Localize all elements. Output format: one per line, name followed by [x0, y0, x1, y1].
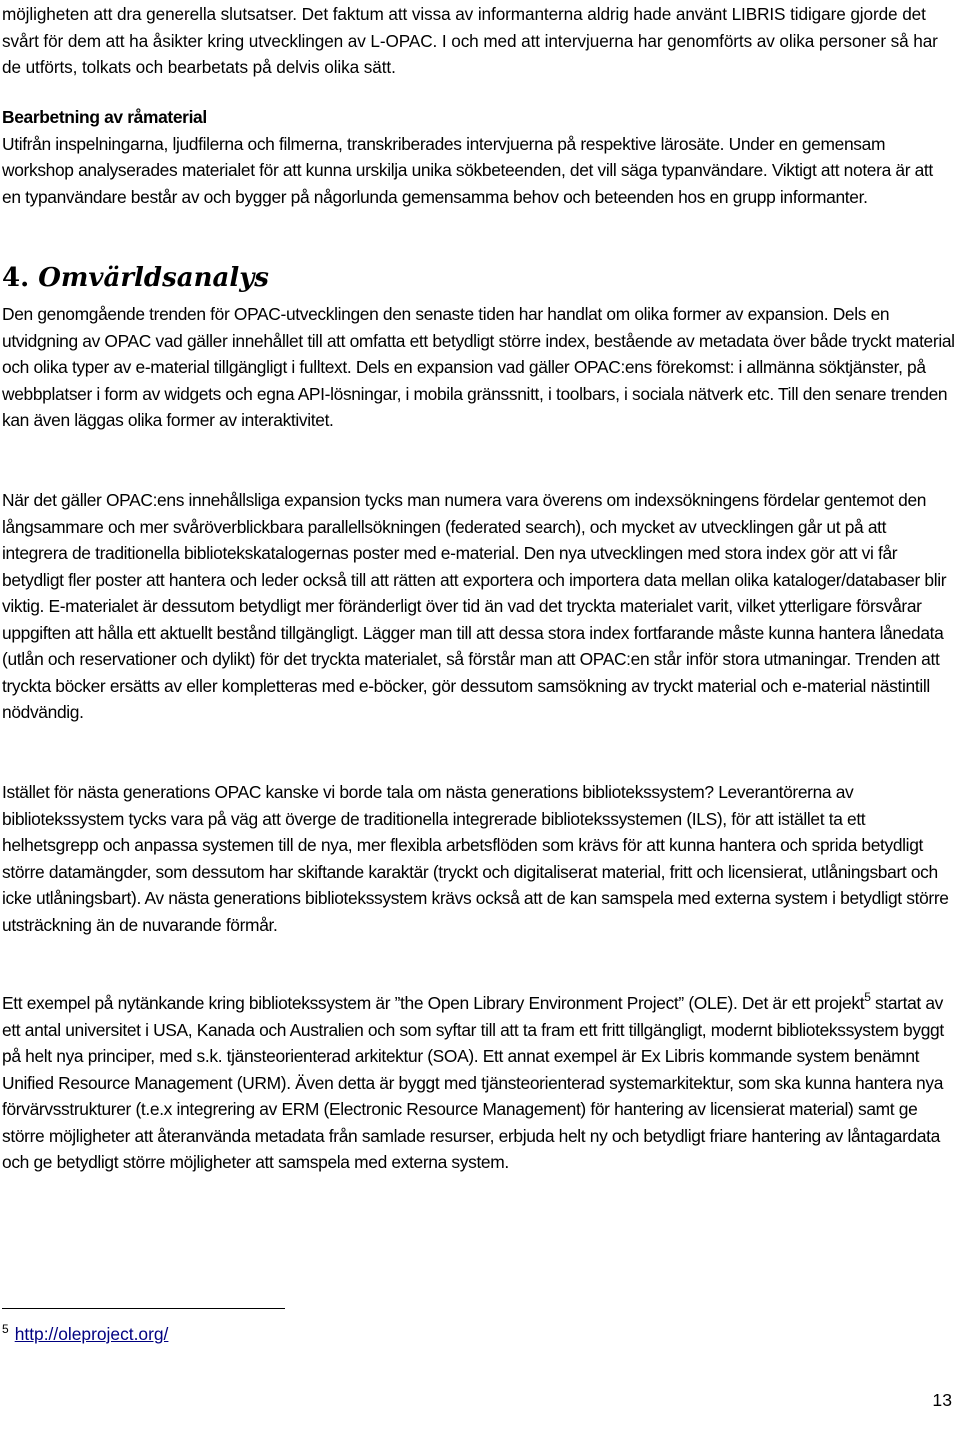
- ole-paragraph: [2, 990, 956, 1176]
- body-paragraph: Istället för nästa generations OPAC kanske vi borde tala om nästa generations bibliotekssystem? Leverantörerna av bibliotekssystem tycks vara på väg att överge de traditionella integrerade bibliotekssystemen (ILS), för att istället ta ett helhetsgrepp och anpassa systemen till de nya, mer flexibla arbetsflöden som krävs för att kunna hantera och sprida betydligt större datamängder, som dessutom har skiftande karaktär (tryckt och digitaliserat material, fritt och licensierat, utlåningsbart och icke utlåningsbart). Av nästa generations bibliotekssystem krävs också att de kan samspela med externa system i betydligt större utsträckning än de nuvarande förmår.: [2, 782, 949, 935]
- bearbetning-title: Bearbetning av råmaterial: [2, 107, 207, 127]
- footnote: [2, 1322, 168, 1346]
- ole-text-start: Ett exempel på nytänkande kring bibliotekssystem är ”the Open Library Environment Project” (OLE). Det är ett projekt: [2, 993, 865, 1013]
- page-number: 13: [932, 1390, 952, 1410]
- footnote-reference[interactable]: 5: [864, 990, 871, 1004]
- footnote-number: 5: [2, 1322, 9, 1336]
- body-paragraph: Den genomgående trenden för OPAC-utvecklingen den senaste tiden har handlat om olika former av expansion. Dels en utvidgning av OPAC vad gäller innehållet till att omfatta ett betydligt större index, bestående av metadata över både tryckt material och olika typer av e-material tillgängligt i fulltext. Dels en expansion vad gäller OPAC:ens förekomst: i allmänna söktjänster, på webbplatser i form av widgets och egna API-lösningar, i mobila gränssnitt, i toolbars, i sociala nätverk etc. Till den senare trenden kan även läggas olika former av interaktivitet.: [2, 304, 955, 430]
- bearbetning-text: Utifrån inspelningarna, ljudfilerna och filmerna, transkriberades intervjuerna på respektive lärosäte. Under en gemensam workshop analyserades materialet för att kunna urskilja unika sökbeteenden, det vill säga typanvändare. Viktigt att notera är att en typanvändare består av och bygger på någorlunda gemensamma behov och beteenden hos en grupp informanter.: [2, 133, 933, 207]
- bearbetning-section: [2, 104, 956, 210]
- footnote-link[interactable]: http://oleproject.org/: [14, 1324, 169, 1344]
- body-paragraph: När det gäller OPAC:ens innehållsliga expansion tycks man numera vara överens om indexsökningens fördelar gentemot den långsammare och mer svåröverblickbara parallellsökningen (federated search), och mycket av utvecklingen går ut på att integrera de traditionella bibliotekskatalogernas poster med e-material. Den nya utvecklingen med stora index gör att vi får betydligt fler poster att hantera och leder också till att rätten att exportera och importera data mellan olika kataloger/databaser blir viktig. E-materialet är dessutom betydligt mer föränderligt över tid än vad det tryckta materialet varit, vilket ytterligare försvårar uppgiften att hålla ett aktuellt bestånd tillgängligt. Lägger man till att dessa stora index fortfarande måste kunna hantera lånedata (utlån och reservationer och dylikt) för det tryckta materialet, så förstår man att OPAC:en står inför stora utmaningar. Trenden att tryckta böcker ersätts av eller kompletteras med e-böcker, gör dessutom samsökning av tryckt material och e-material nästintill nödvändig.: [2, 490, 947, 722]
- ole-text-end: startat av ett antal universitet i USA, Kanada och Australien och som syftar till att ta fram ett fritt tillgängligt, modernt bibliotekssystem byggt på helt nya principer, med s.k. tjänsteorienterad arkitektur (SOA). Ett annat exempel är Ex Libris kommande system benämnt Unified Resource Management (URM). Även detta är byggt med tjänsteorienterad systemarkitektur, som ska kunna hantera nya förvärvsstrukturer (t.e.x integrering av ERM (Electronic Resource Management) för hantering av licensierat material) samt ge större möjligheter att återanvända metadata från samlade resurser, erbjuda helt ny och betydligt friare hantering av låntagardata och ge betydligt större möjligheter att samspela med externa system.: [2, 993, 944, 1172]
- footnote-separator: [2, 1308, 285, 1309]
- section-title: Omvärldsanalys: [38, 263, 269, 293]
- section-heading: [2, 262, 269, 294]
- intro-paragraph: möjligheten att dra generella slutsatser. Det faktum att vissa av informanterna aldrig hade använt LIBRIS tidigare gjorde det svårt för dem att ha åsikter kring utvecklingen av L-OPAC. I och med att intervjuerna har genomförts av olika personer så har de utförts, tolkats och bearbetats på delvis olika sätt.: [2, 4, 938, 77]
- section-number: 4.: [2, 263, 30, 293]
